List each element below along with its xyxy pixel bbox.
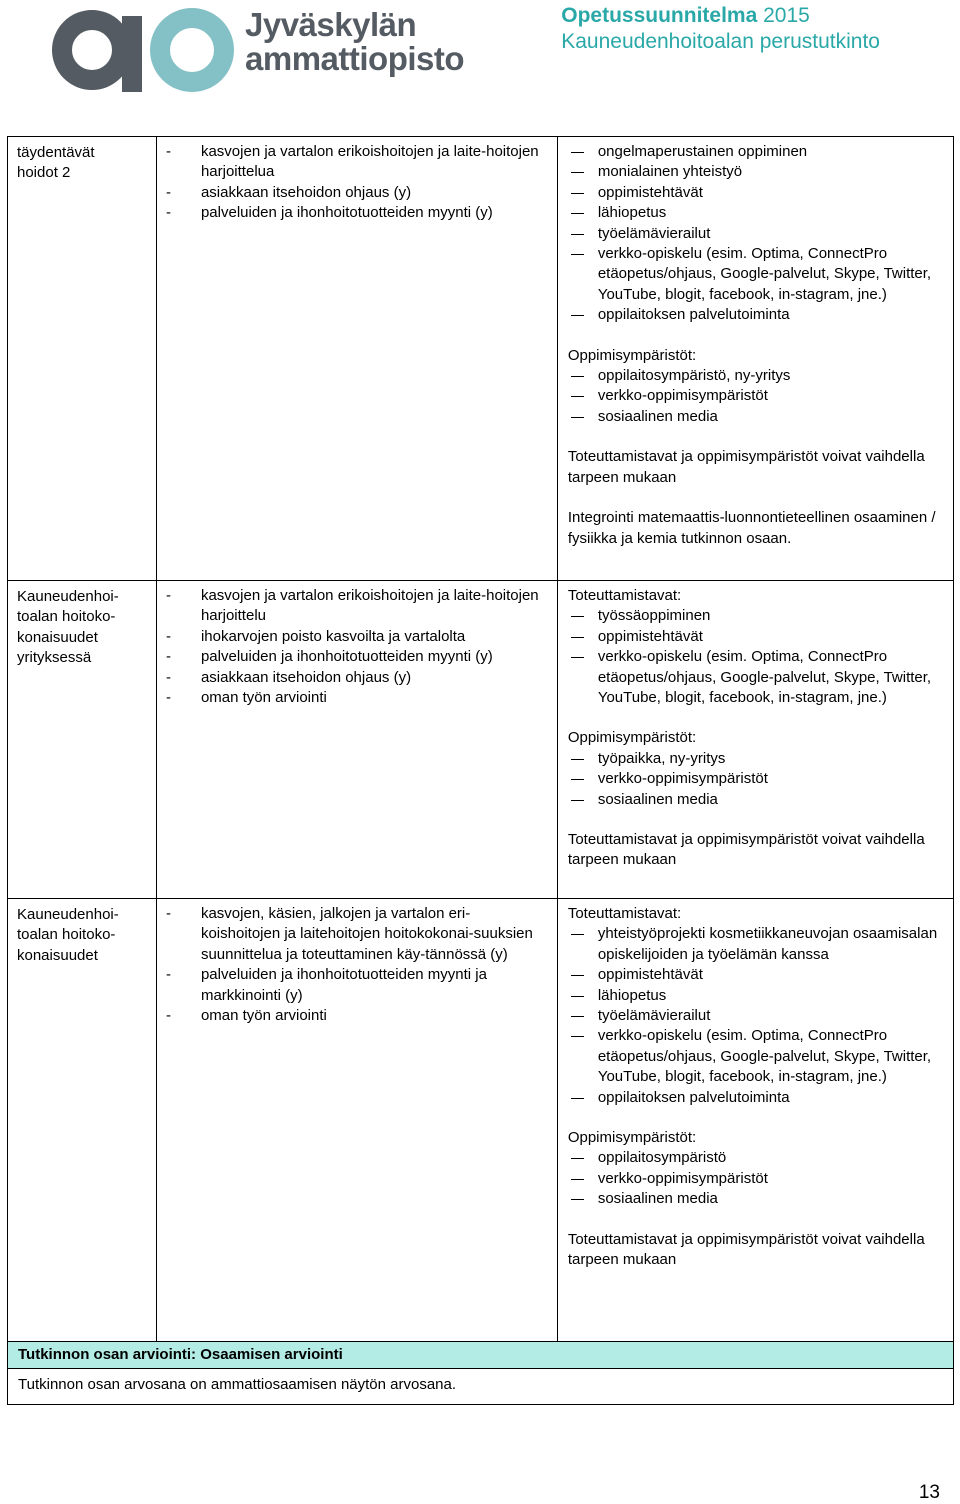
- title-year: 2015: [757, 4, 810, 27]
- content-item: - asiakkaan itsehoidon ohjaus (y): [166, 183, 547, 203]
- content-item: - oman työn arviointi: [166, 1006, 547, 1026]
- logo-wordmark: [245, 8, 464, 76]
- content-item: - ihokarvojen poisto kasvoilta ja vartalolta: [166, 627, 547, 647]
- variation-note: Toteuttamistavat ja oppimisympäristöt voivat vaihdella tarpeen mukaan: [567, 1230, 925, 1269]
- method-item: ongelmaperustainen oppiminen: [568, 142, 947, 162]
- row-name-line: yrityksessä: [17, 649, 92, 667]
- variation-note: Toteuttamistavat ja oppimisympäristöt voivat vaihdella tarpeen mukaan: [567, 831, 925, 869]
- method-item: työelämävierailut: [568, 1006, 947, 1026]
- environment-item: oppilaitosympäristö: [568, 1148, 947, 1168]
- method-item: verkko-opiskelu (esim. Optima, ConnectPro etäopetus/ohjaus, Google-palvelut, Skype, Twitter, YouTube, blogit, facebook, in-stagram, jne.): [568, 1026, 947, 1087]
- method-item: työelämävierailut: [568, 224, 947, 244]
- contents-cell: [156, 899, 557, 1342]
- method-item: yhteistyöprojekti kosmetiikkaneuvojan osaamisalan opiskelijoiden ja työelämän kanssa: [568, 924, 947, 965]
- integration-note: Integrointi matemaattis-luonnontieteellinen osaaminen / fysiikka ja kemia tutkinnon osaan.: [567, 509, 936, 547]
- environment-item: sosiaalinen media: [568, 790, 947, 810]
- environment-item: oppilaitosympäristö, ny-yritys: [568, 366, 947, 386]
- environments-list: [568, 366, 947, 427]
- environments-heading: Oppimisympäristöt:: [567, 1129, 697, 1147]
- environments-heading: Oppimisympäristöt:: [567, 346, 697, 364]
- document-subtitle: Kauneudenhoitoalan perustutkinto: [561, 30, 880, 53]
- content-item: - oman työn arviointi: [166, 688, 547, 708]
- environment-item: verkko-oppimisympäristöt: [568, 769, 947, 789]
- assessment-text: Tutkinnon osan arvosana on ammattiosaamisen näytön arvosana.: [8, 1369, 954, 1404]
- method-item: verkko-opiskelu (esim. Optima, ConnectPro etäopetus/ohjaus, Google-palvelut, Skype, Twitter, YouTube, blogit, facebook, in-stagram, jne.): [568, 244, 947, 305]
- method-item: lähiopetus: [568, 986, 947, 1006]
- environment-item: sosiaalinen media: [568, 407, 947, 427]
- row-name-line: täydentävät: [17, 144, 95, 161]
- row-name-line: Kauneudenhoi-: [17, 906, 119, 923]
- methods-heading: Toteuttamistavat:: [567, 587, 682, 604]
- contents-list: [166, 142, 547, 224]
- row-name-line: toalan hoitoko-: [17, 608, 116, 626]
- method-item: oppimistehtävät: [568, 183, 947, 203]
- contents-list: [166, 586, 547, 708]
- method-item: työssäoppiminen: [568, 606, 947, 626]
- methods-list: [568, 142, 947, 326]
- row-name-cell: [8, 137, 157, 581]
- page-number: 13: [918, 1482, 940, 1503]
- table-row: [8, 899, 954, 1342]
- content-item: - kasvojen ja vartalon erikoishoitojen ja laite-hoitojen harjoittelu: [166, 586, 547, 627]
- row-name-line: Kauneudenhoi-: [17, 588, 119, 605]
- content-item: - kasvojen ja vartalon erikoishoitojen ja laite-hoitojen harjoittelua: [166, 142, 547, 183]
- assessment-heading: Tutkinnon osan arviointi: Osaamisen arviointi: [8, 1342, 954, 1369]
- contents-list: [166, 904, 547, 1026]
- title-bold: Opetussuunnitelma: [561, 4, 758, 27]
- variation-note: Toteuttamistavat ja oppimisympäristöt voivat vaihdella tarpeen mukaan: [567, 448, 925, 486]
- method-item: monialainen yhteistyö: [568, 162, 947, 182]
- logo: [52, 0, 465, 100]
- method-item: oppilaitoksen palvelutoiminta: [568, 305, 947, 325]
- method-item: oppimistehtävät: [568, 627, 947, 647]
- methods-heading: Toteuttamistavat:: [567, 905, 682, 922]
- content-item: - kasvojen, käsien, jalkojen ja vartalon eri-koishoitojen ja laitehoitojen hoitokokonai-suuksien suunnittelua ja toteuttaminen käy-tännössä (y): [166, 904, 547, 965]
- assessment-heading-row: [8, 1342, 954, 1369]
- method-item: oppilaitoksen palvelutoiminta: [568, 1088, 947, 1108]
- row-name-line: konaisuudet: [17, 946, 98, 964]
- row-name-line: hoidot 2: [17, 164, 71, 182]
- row-name-line: konaisuudet: [17, 628, 98, 646]
- row-name-line: toalan hoitoko-: [17, 926, 116, 944]
- table-row: [8, 137, 954, 581]
- environments-heading: Oppimisympäristöt:: [567, 729, 697, 747]
- logo-text-line2: ammattiopisto: [245, 40, 465, 77]
- methods-cell: [557, 581, 953, 899]
- document-header: [561, 3, 880, 55]
- methods-list: [568, 606, 947, 708]
- method-item: oppimistehtävät: [568, 965, 947, 985]
- contents-cell: [156, 581, 557, 899]
- environments-list: [568, 1148, 947, 1209]
- row-name-cell: [8, 581, 157, 899]
- environment-item: verkko-oppimisympäristöt: [568, 386, 947, 406]
- methods-list: [568, 924, 947, 1108]
- methods-cell: [557, 899, 953, 1342]
- logo-text-line1: Jyväskylän: [245, 6, 417, 43]
- assessment-text-row: [8, 1369, 954, 1404]
- content-item: - palveluiden ja ihonhoitotuotteiden myynti (y): [166, 647, 547, 667]
- environment-item: työpaikka, ny-yritys: [568, 749, 947, 769]
- environments-list: [568, 749, 947, 810]
- row-name-cell: [8, 899, 157, 1342]
- table-row: [8, 581, 954, 899]
- contents-cell: [156, 137, 557, 581]
- methods-cell: [557, 137, 953, 581]
- method-item: lähiopetus: [568, 203, 947, 223]
- environment-item: sosiaalinen media: [568, 1189, 947, 1209]
- content-item: - asiakkaan itsehoidon ohjaus (y): [166, 668, 547, 688]
- content-item: - palveluiden ja ihonhoitotuotteiden myynti (y): [166, 203, 547, 223]
- environment-item: verkko-oppimisympäristöt: [568, 1169, 947, 1189]
- document-title: [561, 3, 880, 29]
- curriculum-table: [7, 136, 954, 1405]
- method-item: verkko-opiskelu (esim. Optima, ConnectPro etäopetus/ohjaus, Google-palvelut, Skype, Twitter, YouTube, blogit, facebook, in-stagram, jne.): [568, 647, 947, 708]
- content-item: - palveluiden ja ihonhoitotuotteiden myynti ja markkinointi (y): [166, 965, 547, 1006]
- logo-ao-mark: [52, 0, 252, 100]
